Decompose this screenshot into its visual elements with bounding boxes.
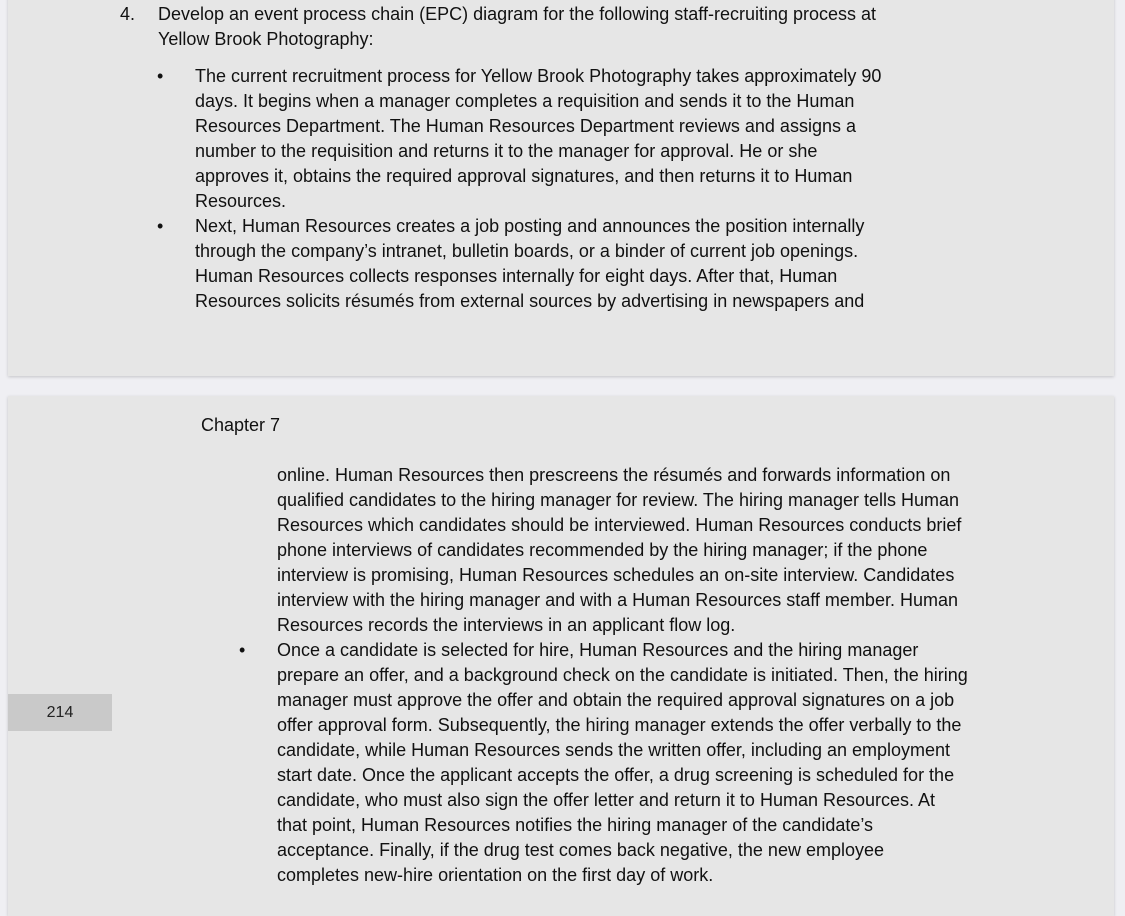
paragraph-line: Resources solicits résumés from external sources by advertising in newspapers and bbox=[195, 291, 865, 311]
bottom-page bbox=[8, 396, 1114, 916]
chapter-header: Chapter 7 bbox=[201, 415, 281, 435]
paragraph-line: candidate, who must also sign the offer letter and return it to Human Resources. At bbox=[277, 790, 936, 810]
paragraph-line: Resources. bbox=[195, 191, 287, 211]
paragraph-line: manager must approve the offer and obtain the required approval signatures on a job bbox=[277, 690, 955, 710]
paragraph-line: interview is promising, Human Resources schedules an on-site interview. Candidates bbox=[277, 565, 955, 585]
bullet-paragraph-2 bbox=[195, 214, 864, 314]
paragraph-line: number to the requisition and returns it to the manager for approval. He or she bbox=[195, 141, 818, 161]
bullet-marker: • bbox=[157, 66, 164, 86]
bullet-paragraph-3 bbox=[277, 638, 968, 888]
paragraph-line: completes new-hire orientation on the first day of work. bbox=[277, 865, 714, 885]
paragraph-line: Once a candidate is selected for hire, Human Resources and the hiring manager bbox=[277, 640, 919, 660]
paragraph-line: approves it, obtains the required approval signatures, and then returns it to Human bbox=[195, 166, 853, 186]
paragraph-line: The current recruitment process for Yellow Brook Photography takes approximately 90 bbox=[195, 66, 882, 86]
paragraph-line: prepare an offer, and a background check on the candidate is initiated. Then, the hiring bbox=[277, 665, 968, 685]
paragraph-line: interview with the hiring manager and with a Human Resources staff member. Human bbox=[277, 590, 958, 610]
bullet-marker: • bbox=[157, 216, 164, 236]
paragraph-line: Human Resources collects responses internally for eight days. After that, Human bbox=[195, 266, 838, 286]
bullet-marker: • bbox=[239, 640, 246, 660]
paragraph-line: Resources which candidates should be interviewed. Human Resources conducts brief bbox=[277, 515, 962, 535]
bullet-paragraph-1 bbox=[195, 64, 881, 214]
paragraph-line: that point, Human Resources notifies the hiring manager of the candidate’s bbox=[277, 815, 874, 835]
top-page bbox=[8, 0, 1114, 376]
paragraph-line: through the company’s intranet, bulletin boards, or a binder of current job openings. bbox=[195, 241, 859, 261]
question-text bbox=[158, 2, 876, 52]
paragraph-line: qualified candidates to the hiring manager for review. The hiring manager tells Human bbox=[277, 490, 960, 510]
paragraph-line: offer approval form. Subsequently, the hiring manager extends the offer verbally to the bbox=[277, 715, 962, 735]
page-number-tab: 214 bbox=[8, 694, 112, 731]
paragraph-line: phone interviews of candidates recommended by the hiring manager; if the phone bbox=[277, 540, 928, 560]
question-line: Yellow Brook Photography: bbox=[158, 29, 374, 49]
paragraph-line: Next, Human Resources creates a job posting and announces the position internally bbox=[195, 216, 865, 236]
paragraph-line: days. It begins when a manager completes a requisition and sends it to the Human bbox=[195, 91, 855, 111]
paragraph-line: start date. Once the applicant accepts the offer, a drug screening is scheduled for the bbox=[277, 765, 955, 785]
paragraph-line: online. Human Resources then prescreens the résumés and forwards information on bbox=[277, 465, 951, 485]
paragraph-line: Resources Department. The Human Resources Department reviews and assigns a bbox=[195, 116, 856, 136]
continued-paragraph bbox=[277, 463, 961, 638]
paragraph-line: candidate, while Human Resources sends the written offer, including an employment bbox=[277, 740, 951, 760]
paragraph-line: acceptance. Finally, if the drug test comes back negative, the new employee bbox=[277, 840, 884, 860]
question-number: 4. bbox=[120, 4, 136, 24]
question-line: Develop an event process chain (EPC) diagram for the following staff-recruiting process at bbox=[158, 4, 877, 24]
paragraph-line: Resources records the interviews in an applicant flow log. bbox=[277, 615, 736, 635]
